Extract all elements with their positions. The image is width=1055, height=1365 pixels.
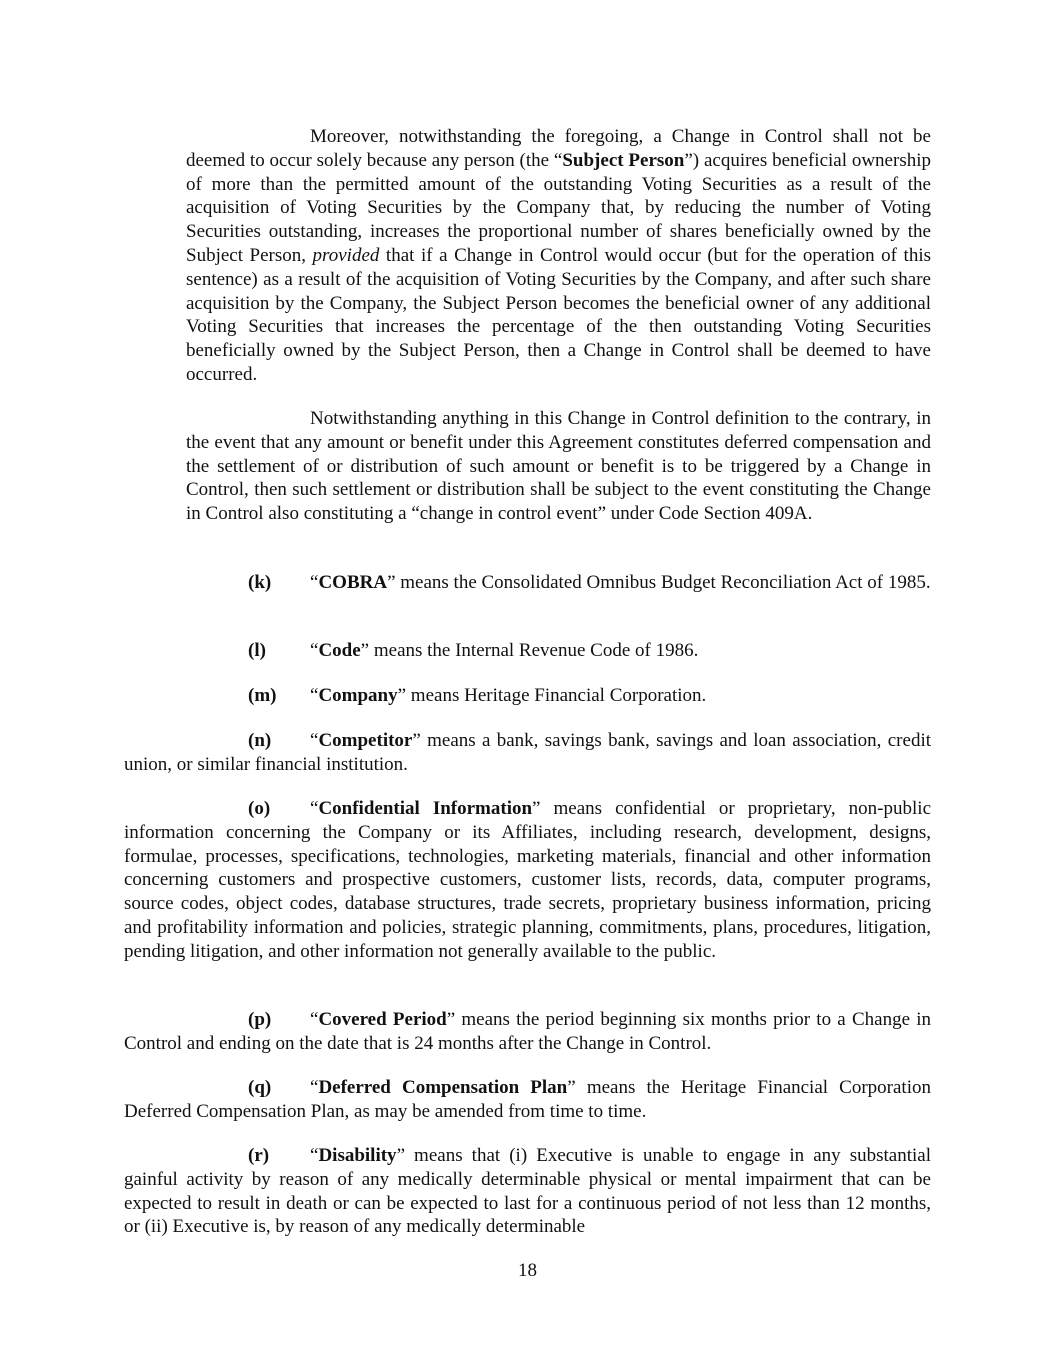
definition-r: (r) “Disability” means that (i) Executive is unable to engage in any substantial gainful activity by reason of any medically determinable physical or mental impairment that can be expected to result in death or can be expected to last for a continuous period of not less than 12 months, or (ii) Executive is, by reason of any medically determinable xyxy=(124,1145,931,1238)
definition-label: (k) xyxy=(248,572,272,593)
defined-term: Deferred Compensation Plan xyxy=(318,1077,568,1098)
defined-term: Code xyxy=(318,640,361,661)
paragraph-409a: Notwithstanding anything in this Change in Control definition to the contrary, in the event that any amount or benefit under this Agreement constitutes deferred compensation and the settlement of or distribution of such amount or benefit is to be triggered by a Change in Control, then such settlement or distribution shall be subject to the event constituting the Change in Control also constituting a “change in control event” under Code Section 409A. xyxy=(186,408,931,525)
paragraph-text: ”) acquires beneficial ownership of more than the permitted amount of the outstanding Voting Securities as a result of the acquisition of Voting Securities by the Company that, by reducing the number of Voting Securities outstanding, increases the proportional number of shares beneficially owned by the Subject Person, xyxy=(186,149,931,266)
definition-text: ” means that (i) Executive is unable to engage in any substantial gainful activity by reason of any medically determinable physical or mental impairment that can be expected to result in death or can be expected to last for a continuous period of not less than 12 months, or (ii) Executive is, by reason of any medically determinable xyxy=(124,1145,931,1238)
paragraph-text: Moreover, notwithstanding the foregoing, a Change in Control shall not be deemed to occur solely because any person (the “ xyxy=(186,126,931,171)
definition-label: (q) xyxy=(248,1077,272,1098)
definition-text: ” means a bank, savings bank, savings and loan association, credit union, or similar financial institution. xyxy=(124,730,931,775)
definition-l: (l) “Code” means the Internal Revenue Code of 1986. xyxy=(248,640,699,661)
paragraph-text: that if a Change in Control would occur (but for the operation of this sentence) as a result of the acquisition of Voting Securities by the Company, and after such share acquisition by the Company, the Subject Person becomes the beneficial owner of any additional Voting Securities that increases the percentage of the then outstanding Voting Securities beneficially owned by the Subject Person, then a Change in Control shall be deemed to have occurred. xyxy=(186,244,931,385)
defined-term: Competitor xyxy=(318,730,413,751)
defined-term: Disability xyxy=(318,1145,397,1166)
definition-label: (r) xyxy=(248,1145,270,1166)
defined-term: Company xyxy=(318,685,398,706)
defined-term: COBRA xyxy=(318,572,388,593)
definition-text: ” means Heritage Financial Corporation. xyxy=(397,685,707,706)
definition-n: (n) “Competitor” means a bank, savings bank, savings and loan association, credit union, or similar financial institution. xyxy=(124,730,931,775)
definition-k: (k) “COBRA” means the Consolidated Omnibus Budget Reconciliation Act of 1985. xyxy=(248,572,931,593)
paragraph-subject-person xyxy=(186,125,931,387)
defined-term: Subject Person xyxy=(562,149,685,171)
definition-label: (n) xyxy=(248,730,272,751)
page-number: 18 xyxy=(518,1260,537,1281)
definition-label: (o) xyxy=(248,798,271,819)
definition-label: (m) xyxy=(248,685,277,706)
definition-o: (o) “Confidential Information” means confidential or proprietary, non-public information concerning the Company or its Affiliates, including research, development, designs, formulae, processes, specifications, technologies, marketing materials, financial and other information concerning customers and prospective customers, customer lists, records, data, computer programs, source codes, object codes, database structures, trade secrets, proprietary business information, pricing and profitability information and policies, strategic planning, commitments, plans, procedures, litigation, pending litigation, and other information not generally available to the public. xyxy=(124,798,931,962)
definition-p: (p) “Covered Period” means the period beginning six months prior to a Change in Control and ending on the date that is 24 months after the Change in Control. xyxy=(124,1009,931,1054)
definition-text: ” means the period beginning six months prior to a Change in Control and ending on the date that is 24 months after the Change in Control. xyxy=(124,1009,931,1054)
definition-label: (p) xyxy=(248,1009,272,1030)
defined-term: Confidential Information xyxy=(318,798,533,819)
italic-term: provided xyxy=(312,244,380,266)
definition-m: (m) “Company” means Heritage Financial Corporation. xyxy=(248,685,707,706)
definition-text: ” means the Heritage Financial Corporation Deferred Compensation Plan, as may be amended from time to time. xyxy=(124,1077,931,1122)
defined-term: Covered Period xyxy=(318,1009,447,1030)
definition-text: ” means the Internal Revenue Code of 1986. xyxy=(360,640,699,661)
definition-text: ” means confidential or proprietary, non-public information concerning the Company or its Affiliates, including research, development, designs, formulae, processes, specifications, technologies, marketing materials, financial and other information concerning customers and prospective customers, customer lists, records, data, computer programs, source codes, object codes, database structures, trade secrets, proprietary business information, pricing and profitability information and policies, strategic planning, commitments, plans, procedures, litigation, pending litigation, and other information not generally available to the public. xyxy=(124,798,931,962)
definition-q: (q) “Deferred Compensation Plan” means the Heritage Financial Corporation Deferred Compensation Plan, as may be amended from time to time. xyxy=(124,1077,931,1122)
definition-label: (l) xyxy=(248,640,266,661)
definition-text: ” means the Consolidated Omnibus Budget Reconciliation Act of 1985. xyxy=(387,572,931,593)
